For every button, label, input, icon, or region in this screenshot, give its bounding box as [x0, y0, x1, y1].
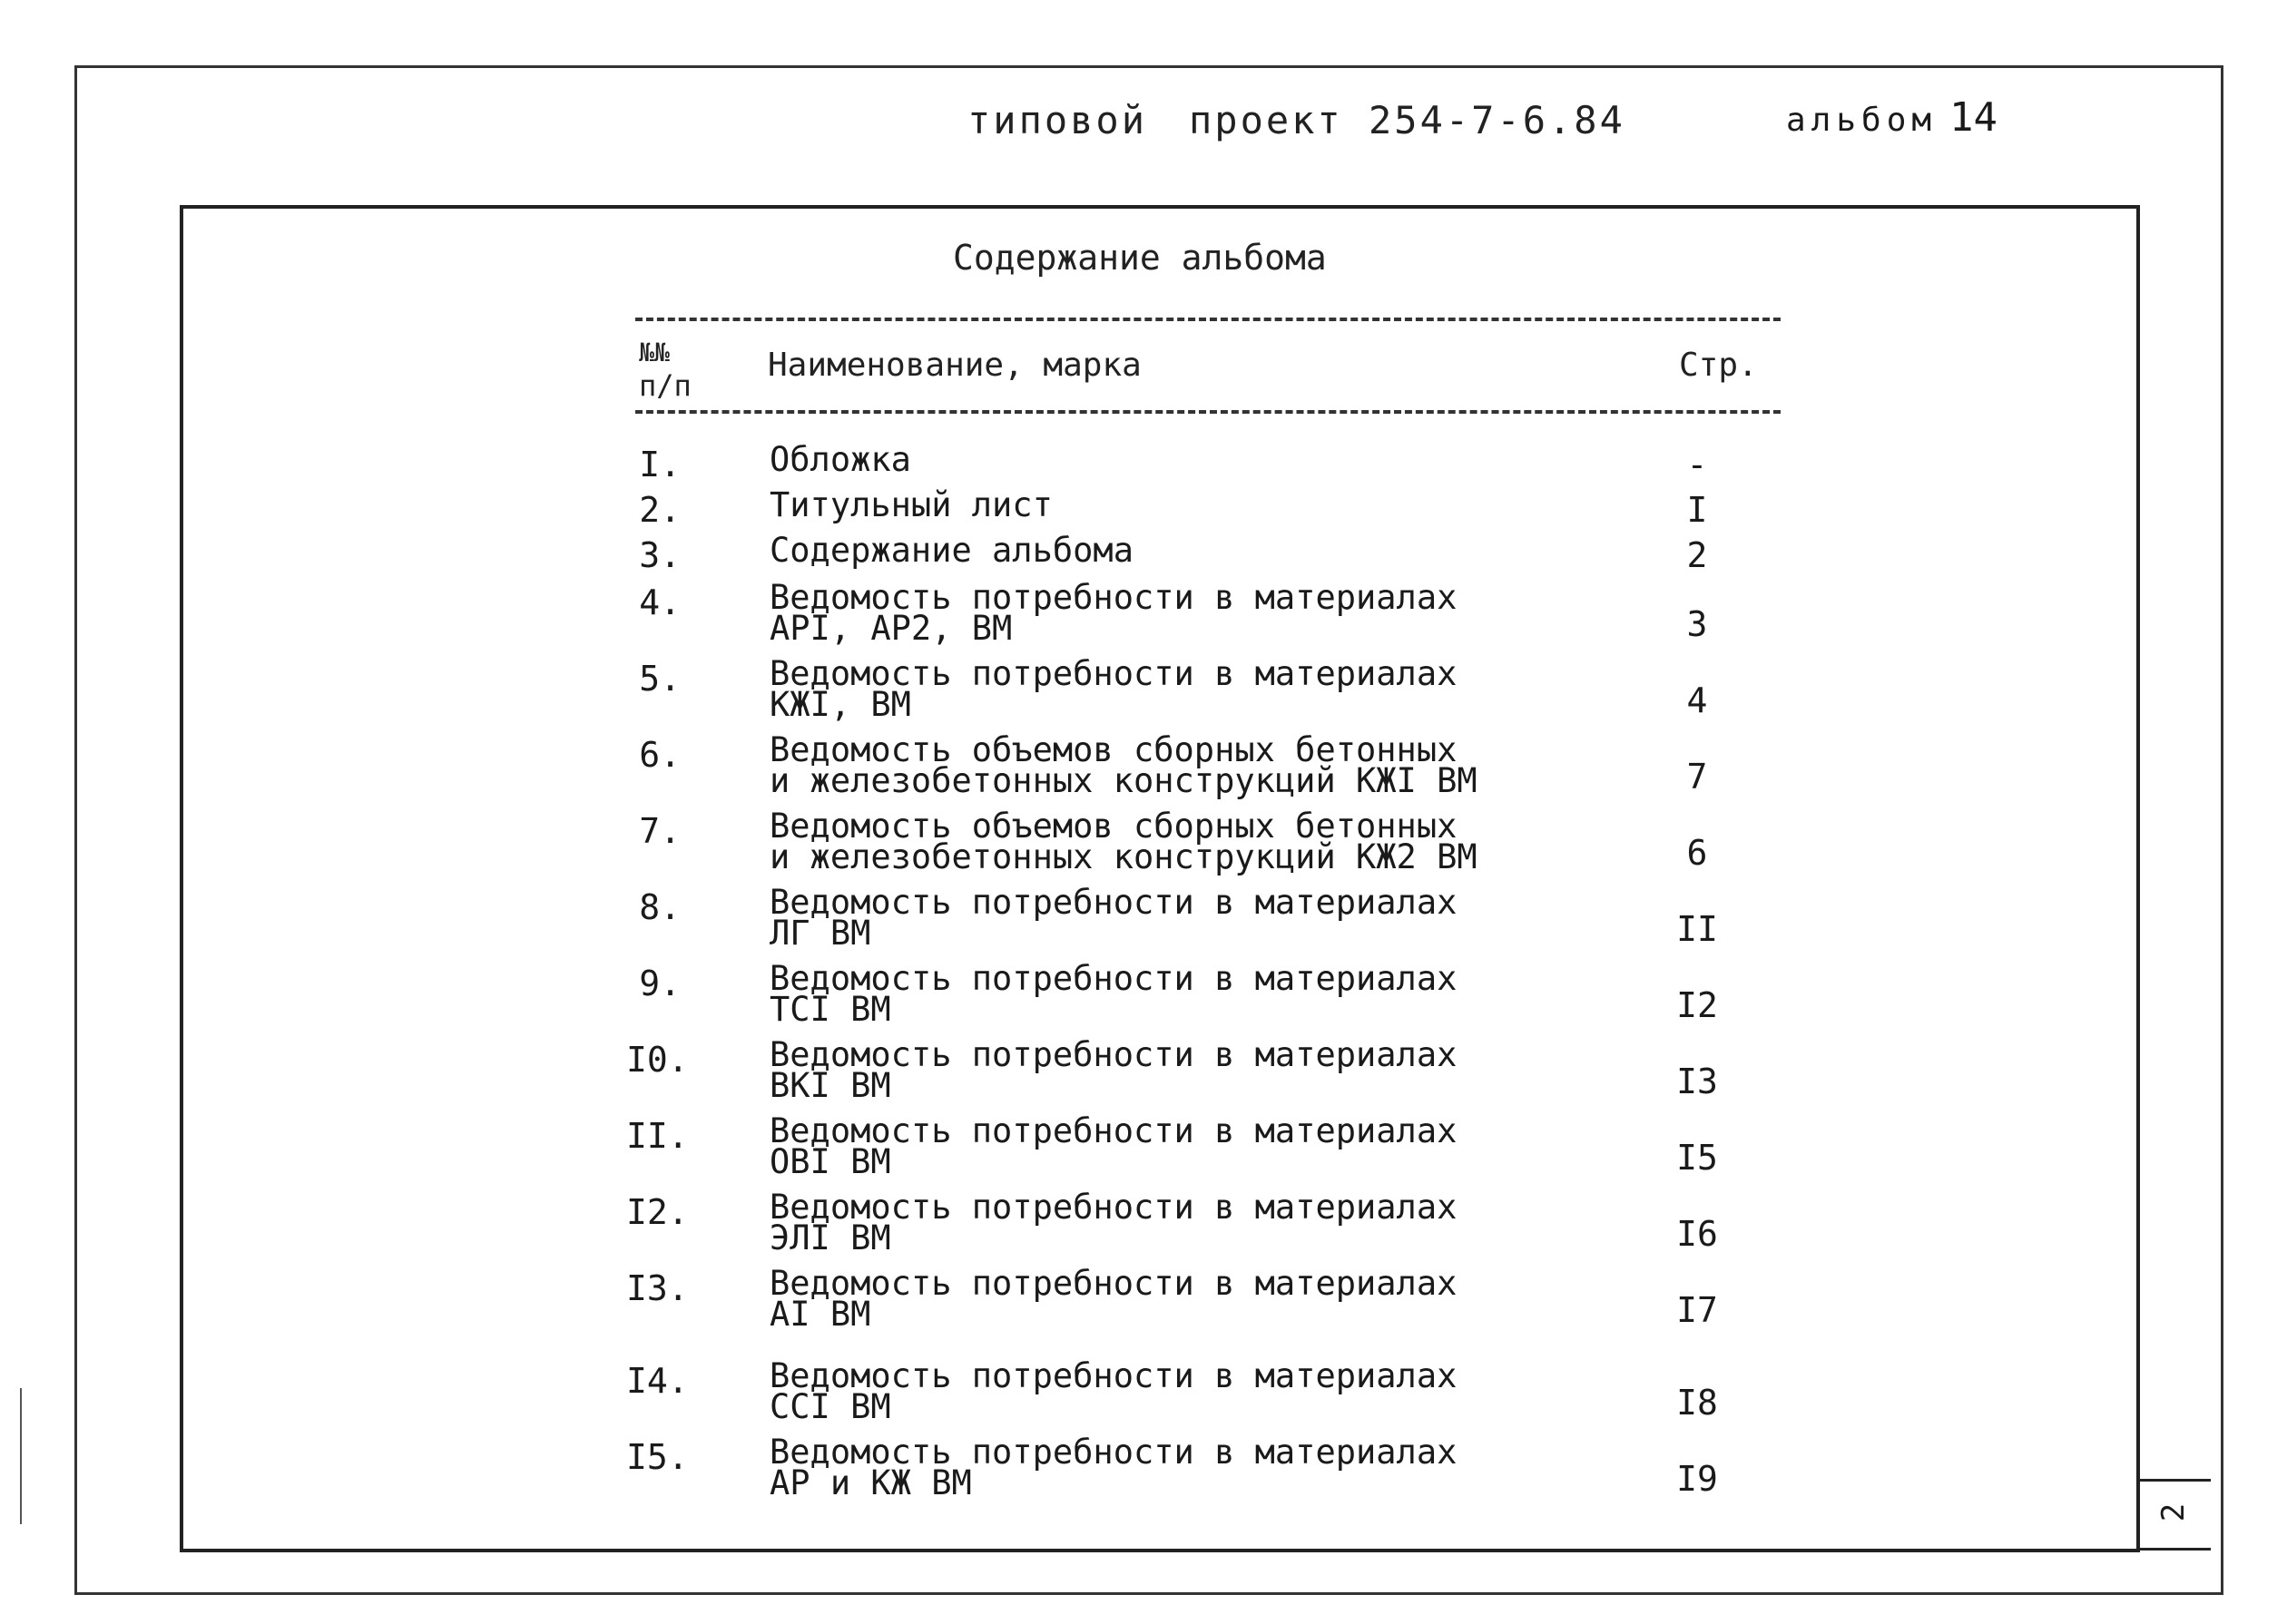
row-title: Ведомость потребности в материалах	[770, 1111, 1458, 1150]
col-page-header: Стр.	[1679, 347, 1758, 384]
row-page: 4	[1686, 680, 1708, 720]
sheet-number: 2	[2155, 1502, 2192, 1522]
header-album-number: 14	[1949, 94, 1997, 141]
row-number: 4.	[639, 582, 681, 622]
row-number: I5.	[626, 1437, 689, 1477]
row-number: 3.	[639, 535, 681, 575]
row-number: I4.	[626, 1361, 689, 1401]
row-page: I6	[1676, 1214, 1718, 1254]
col-name-header: Наименование, марка	[768, 347, 1142, 384]
row-title: Ведомость потребности в материалах	[770, 959, 1458, 998]
row-title-line2: и железобетонных конструкций КЖ2 ВМ	[770, 837, 1477, 876]
row-title: Ведомость потребности в материалах	[770, 883, 1458, 922]
header-project-word-1: типовой	[967, 98, 1148, 142]
row-title-line2: ТСI ВМ	[770, 990, 891, 1029]
row-title: Ведомость потребности в материалах	[770, 1433, 1458, 1472]
row-number: II.	[626, 1116, 689, 1156]
row-number: I.	[639, 445, 681, 484]
row-page: I	[1686, 490, 1708, 530]
row-title-line2: АРI, АР2, ВМ	[770, 609, 1013, 648]
row-page: 7	[1686, 757, 1708, 797]
row-page: I9	[1676, 1459, 1718, 1499]
row-title: Ведомость потребности в материалах	[770, 578, 1458, 617]
row-number: I3.	[626, 1268, 689, 1308]
drawing-frame	[180, 205, 2140, 1552]
row-title-line2: ЭЛI ВМ	[770, 1218, 891, 1257]
row-page: I8	[1676, 1383, 1718, 1423]
row-page: I2	[1676, 985, 1718, 1025]
row-page: 6	[1686, 833, 1708, 873]
row-title-line2: ССI ВМ	[770, 1387, 891, 1426]
row-number: 6.	[639, 735, 681, 775]
row-title: Содержание альбома	[770, 531, 1134, 570]
row-number: 7.	[639, 811, 681, 851]
row-number: 5.	[639, 659, 681, 699]
row-title-line2: АI ВМ	[770, 1295, 871, 1334]
row-number: I2.	[626, 1192, 689, 1232]
row-page: I7	[1676, 1290, 1718, 1330]
row-title-line2: АР и КЖ ВМ	[770, 1463, 972, 1502]
row-title-line2: КЖI, ВМ	[770, 685, 911, 724]
row-title-line2: ОВI ВМ	[770, 1142, 891, 1181]
header-project-code: 254-7-6.84	[1369, 98, 1625, 142]
row-title: Обложка	[770, 440, 911, 479]
row-number: 2.	[639, 490, 681, 530]
sheet-number-stamp	[2136, 1479, 2211, 1551]
row-title-line2: ЛГ ВМ	[770, 914, 871, 953]
row-title: Ведомость потребности в материалах	[770, 1035, 1458, 1074]
header-divider-bottom	[635, 410, 1781, 414]
row-title: Ведомость объемов сборных бетонных	[770, 807, 1458, 846]
row-title: Ведомость потребности в материалах	[770, 1264, 1458, 1303]
row-title: Ведомость потребности в материалах	[770, 654, 1458, 693]
header-project-word-2: проект	[1189, 98, 1343, 142]
col-num-header-line2: п/п	[639, 368, 692, 403]
row-title-line2: ВКI ВМ	[770, 1066, 891, 1105]
row-title-line2: и железобетонных конструкций КЖI ВМ	[770, 761, 1477, 800]
row-page: 3	[1686, 604, 1708, 644]
scan-edge-mark	[20, 1388, 22, 1524]
col-num-header-line1: №№	[639, 338, 670, 367]
header-divider-top	[635, 318, 1781, 321]
row-number: I0.	[626, 1040, 689, 1080]
row-page: I3	[1676, 1061, 1718, 1101]
row-number: 8.	[639, 887, 681, 927]
row-page: -	[1686, 445, 1708, 484]
row-title: Ведомость потребности в материалах	[770, 1356, 1458, 1395]
toc-title: Содержание альбома	[953, 238, 1327, 278]
row-title: Ведомость объемов сборных бетонных	[770, 730, 1458, 769]
row-page: II	[1676, 909, 1718, 949]
row-page: 2	[1686, 535, 1708, 575]
header-album-label: альбом	[1786, 102, 1938, 139]
row-title: Титульный лист	[770, 485, 1053, 524]
row-title: Ведомость потребности в материалах	[770, 1188, 1458, 1227]
row-number: 9.	[639, 964, 681, 1003]
row-page: I5	[1676, 1138, 1718, 1178]
